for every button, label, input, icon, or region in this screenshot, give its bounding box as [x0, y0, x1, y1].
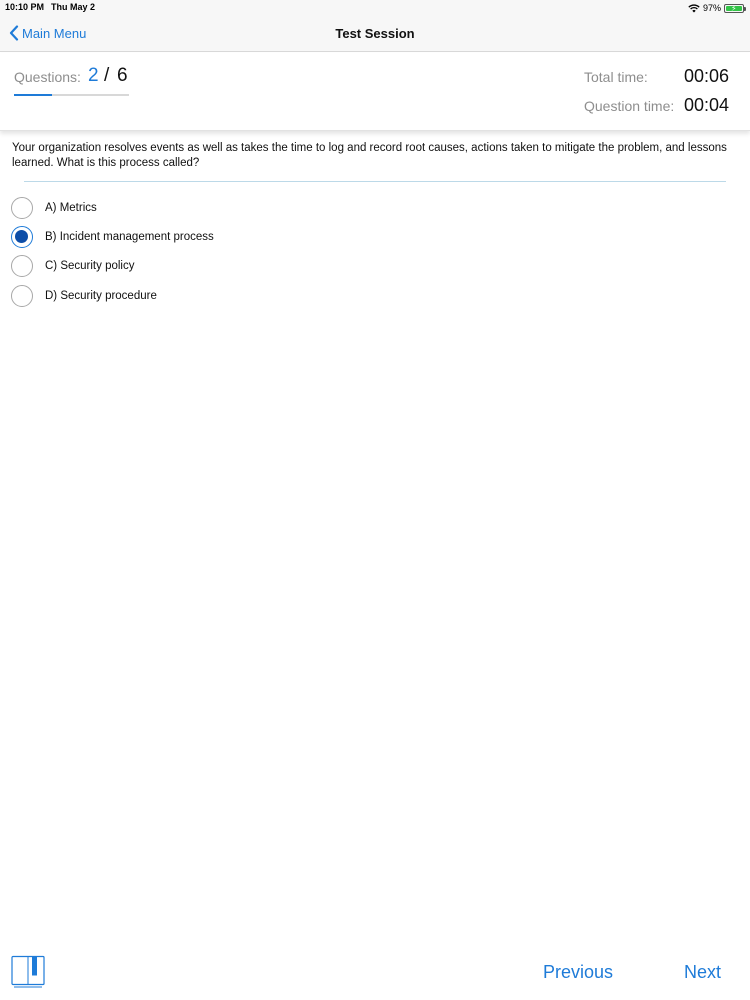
option-a-radio[interactable] [11, 197, 33, 219]
status-time: 10:10 PM [5, 2, 45, 12]
current-question-number: 2 [88, 65, 99, 86]
option-c-label: C) Security policy [45, 260, 135, 272]
status-indicators [688, 2, 744, 14]
total-time-value: 00:06 [684, 66, 730, 86]
total-time-label: Total time: [584, 69, 648, 85]
question-text: Your organization resolves events as well as takes the time to log and record root causes, actions taken to mitigate the problem, and lessons learned. What is this process called? [12, 142, 727, 169]
option-d-radio[interactable] [11, 285, 33, 307]
navigation-bar [0, 16, 750, 52]
option-a[interactable] [11, 197, 411, 219]
charging-bolt-icon: ⚡ [731, 3, 737, 13]
option-d-label: D) Security procedure [45, 290, 157, 302]
bookmark-book-icon [11, 955, 45, 989]
wifi-icon [688, 4, 700, 13]
next-button[interactable]: Next [684, 962, 722, 982]
option-c[interactable] [11, 255, 411, 277]
status-date: Thu May 2 [51, 2, 96, 12]
question-progress-fill [14, 94, 52, 96]
question-time-label: Question time: [584, 98, 675, 114]
question-time-value: 00:04 [684, 95, 730, 115]
battery-charging-icon [724, 4, 744, 13]
total-question-count: 6 [117, 65, 128, 86]
questions-label: Questions: [14, 69, 81, 85]
status-bar [0, 0, 750, 16]
back-button-label: Main Menu [22, 25, 87, 41]
option-b-label: B) Incident management process [45, 231, 214, 243]
bookmark-button[interactable] [11, 955, 45, 989]
battery-percent: 97% [702, 3, 721, 13]
session-header [0, 53, 750, 131]
option-d[interactable] [11, 285, 411, 307]
page-title: Test Session [335, 26, 415, 41]
previous-button[interactable]: Previous [543, 962, 614, 982]
option-b[interactable] [11, 226, 411, 248]
question-count-separator: / [104, 65, 110, 86]
option-c-radio[interactable] [11, 255, 33, 277]
question-divider [24, 181, 726, 182]
question-progress-bar [14, 94, 129, 96]
option-b-radio[interactable] [11, 226, 33, 248]
option-a-label: A) Metrics [45, 202, 97, 214]
